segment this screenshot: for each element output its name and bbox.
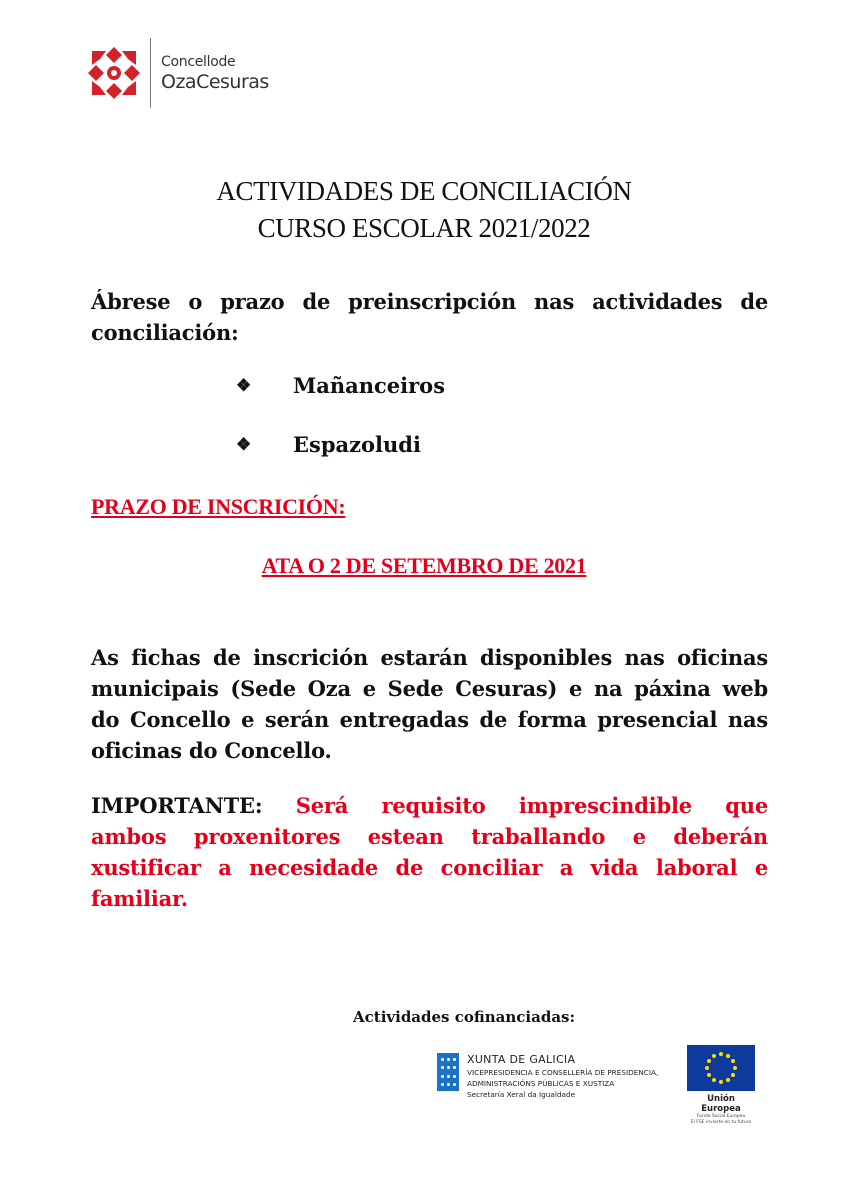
eu-flag-icon	[687, 1045, 755, 1091]
important-line-1	[91, 790, 768, 821]
forms-line-3: do Concello e serán entregadas de forma presencial nas	[91, 707, 768, 732]
eu-motto: El FSE invierte en tu futuro	[690, 1120, 752, 1125]
important-paragraph	[91, 790, 768, 914]
deadline-date	[0, 553, 848, 579]
intro-paragraph	[91, 286, 768, 348]
important-text-1: Será requisito imprescindible que	[295, 793, 768, 818]
xunta-dept-3: Secretaría Xeral da Igualdade	[467, 1090, 576, 1099]
important-label: IMPORTANTE:	[91, 793, 263, 818]
xunta-dept-2: ADMINISTRACIÓNS PÚBLICAS E XUSTIZA	[467, 1079, 615, 1088]
cofinanced-label: Actividades cofinanciadas:	[353, 1008, 576, 1026]
page-title	[0, 173, 848, 247]
forms-line-4: oficinas do Concello.	[91, 738, 332, 763]
diamond-bullet-icon: ❖	[236, 375, 252, 396]
activity-item	[236, 432, 421, 457]
xunta-text	[467, 1053, 658, 1099]
deadline-heading: PRAZO DE INSCRICIÓN:	[91, 494, 346, 519]
important-line-4: familiar.	[91, 886, 189, 911]
eu-name: Unión Europea	[701, 1094, 741, 1114]
logo-wordmark	[161, 55, 269, 92]
diamond-bullet-icon: ❖	[236, 434, 252, 455]
forms-info-paragraph	[91, 642, 768, 766]
logo-divider	[150, 38, 151, 108]
concello-emblem-icon	[86, 45, 142, 101]
activity-item	[236, 373, 445, 398]
deadline-date-text: ATA O 2 DE SETEMBRO DE 2021	[261, 553, 587, 578]
xunta-dept-1: VICEPRESIDENCIA E CONSELLERÍA DE PRESIDENCIA,	[467, 1068, 659, 1077]
eu-fund: Fondo Social Europeo	[696, 1114, 746, 1119]
title-line-1: ACTIVIDADES DE CONCILIACIÓN	[216, 176, 632, 206]
eu-logo	[686, 1045, 756, 1126]
xunta-name: XUNTA DE GALICIA	[467, 1053, 576, 1066]
xunta-shield-icon	[437, 1053, 459, 1091]
important-line-2: ambos proxenitores estean traballando e deberán	[91, 824, 768, 849]
intro-line-1: Ábrese o prazo de preinscripción nas actividades de	[91, 289, 768, 314]
xunta-logo	[437, 1053, 658, 1099]
title-line-2: CURSO ESCOLAR 2021/2022	[257, 213, 591, 243]
important-line-3: xustificar a necesidade de conciliar a vida laboral e	[91, 855, 768, 880]
activity-label: Espazoludi	[293, 432, 421, 457]
forms-line-1: As fichas de inscrición estarán disponibles nas oficinas	[91, 645, 768, 670]
logo-line-1: Concellode	[161, 53, 236, 70]
logo-line-2: OzaCesuras	[161, 70, 269, 93]
activity-label: Mañanceiros	[293, 373, 446, 398]
forms-line-2: municipais (Sede Oza e Sede Cesuras) e na páxina web	[91, 676, 768, 701]
intro-line-2: conciliación:	[91, 320, 239, 345]
concello-logo	[86, 38, 269, 108]
